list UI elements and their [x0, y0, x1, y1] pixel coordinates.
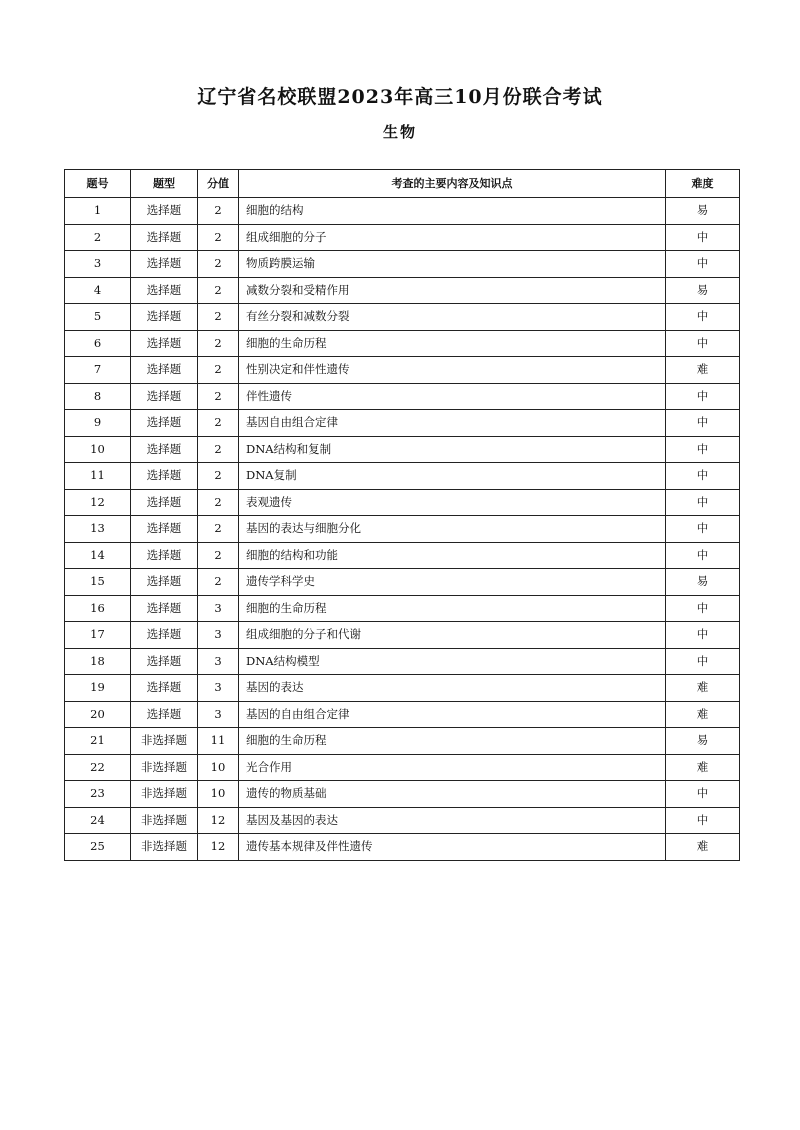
- cell-score: 3: [198, 675, 239, 702]
- cell-difficulty: 易: [666, 728, 740, 755]
- cell-question-number: 17: [65, 622, 131, 649]
- cell-difficulty: 中: [666, 595, 740, 622]
- cell-question-number: 5: [65, 304, 131, 331]
- table-row: [65, 410, 740, 437]
- cell-question-number: 14: [65, 542, 131, 569]
- cell-question-number: 1: [65, 198, 131, 225]
- table-row: [65, 251, 740, 278]
- cell-content: 性别决定和伴性遗传: [239, 357, 666, 384]
- cell-difficulty: 中: [666, 330, 740, 357]
- header-question-number: 题号: [65, 170, 131, 198]
- cell-question-type: 选择题: [131, 410, 198, 437]
- cell-question-type: 选择题: [131, 436, 198, 463]
- cell-score: 2: [198, 489, 239, 516]
- exam-analysis-table: [64, 169, 740, 861]
- cell-score: 3: [198, 595, 239, 622]
- table-row: [65, 834, 740, 861]
- cell-score: 2: [198, 410, 239, 437]
- table-row: [65, 595, 740, 622]
- cell-difficulty: 难: [666, 754, 740, 781]
- cell-question-type: 选择题: [131, 622, 198, 649]
- cell-score: 2: [198, 277, 239, 304]
- cell-question-number: 23: [65, 781, 131, 808]
- cell-score: 3: [198, 622, 239, 649]
- cell-content: 细胞的生命历程: [239, 728, 666, 755]
- cell-question-number: 19: [65, 675, 131, 702]
- cell-question-number: 25: [65, 834, 131, 861]
- cell-score: 2: [198, 569, 239, 596]
- table-body: [65, 198, 740, 861]
- cell-question-number: 13: [65, 516, 131, 543]
- table-row: [65, 357, 740, 384]
- cell-difficulty: 中: [666, 383, 740, 410]
- subject-title: 生物: [382, 123, 417, 141]
- cell-score: 2: [198, 251, 239, 278]
- cell-score: 12: [198, 834, 239, 861]
- table-row: [65, 277, 740, 304]
- table-row: [65, 330, 740, 357]
- cell-question-number: 24: [65, 807, 131, 834]
- cell-question-number: 11: [65, 463, 131, 490]
- cell-content: 基因的表达与细胞分化: [239, 516, 666, 543]
- cell-difficulty: 难: [666, 701, 740, 728]
- cell-content: 基因的表达: [239, 675, 666, 702]
- cell-question-number: 7: [65, 357, 131, 384]
- cell-score: 10: [198, 754, 239, 781]
- cell-question-type: 非选择题: [131, 754, 198, 781]
- cell-question-type: 非选择题: [131, 781, 198, 808]
- cell-question-type: 选择题: [131, 224, 198, 251]
- cell-difficulty: 中: [666, 251, 740, 278]
- cell-question-type: 选择题: [131, 383, 198, 410]
- cell-content: 有丝分裂和减数分裂: [239, 304, 666, 331]
- cell-question-type: 选择题: [131, 304, 198, 331]
- cell-question-number: 3: [65, 251, 131, 278]
- cell-question-type: 选择题: [131, 542, 198, 569]
- cell-score: 2: [198, 542, 239, 569]
- cell-difficulty: 易: [666, 569, 740, 596]
- table-header-row: [65, 170, 740, 198]
- cell-score: 3: [198, 701, 239, 728]
- cell-content: 细胞的生命历程: [239, 595, 666, 622]
- table-row: [65, 675, 740, 702]
- header-question-type: 题型: [131, 170, 198, 198]
- cell-question-number: 2: [65, 224, 131, 251]
- cell-content: 遗传基本规律及伴性遗传: [239, 834, 666, 861]
- cell-question-type: 选择题: [131, 357, 198, 384]
- cell-content: 组成细胞的分子和代谢: [239, 622, 666, 649]
- cell-difficulty: 易: [666, 277, 740, 304]
- cell-score: 2: [198, 330, 239, 357]
- cell-difficulty: 中: [666, 516, 740, 543]
- cell-question-number: 8: [65, 383, 131, 410]
- cell-question-type: 非选择题: [131, 834, 198, 861]
- cell-difficulty: 中: [666, 781, 740, 808]
- cell-question-type: 选择题: [131, 198, 198, 225]
- cell-difficulty: 中: [666, 410, 740, 437]
- table-row: [65, 489, 740, 516]
- cell-content: 物质跨膜运输: [239, 251, 666, 278]
- cell-question-number: 21: [65, 728, 131, 755]
- cell-content: 伴性遗传: [239, 383, 666, 410]
- cell-score: 2: [198, 463, 239, 490]
- table-row: [65, 622, 740, 649]
- cell-score: 2: [198, 357, 239, 384]
- cell-content: 基因的自由组合定律: [239, 701, 666, 728]
- cell-content: 基因及基因的表达: [239, 807, 666, 834]
- cell-score: 10: [198, 781, 239, 808]
- cell-difficulty: 难: [666, 675, 740, 702]
- cell-score: 2: [198, 436, 239, 463]
- page-title: 辽宁省名校联盟2023年高三10月份联合考试: [197, 86, 603, 108]
- table-row: [65, 463, 740, 490]
- table-row: [65, 569, 740, 596]
- table-row: [65, 807, 740, 834]
- header-score: 分值: [198, 170, 239, 198]
- cell-difficulty: 中: [666, 648, 740, 675]
- cell-question-type: 选择题: [131, 595, 198, 622]
- table-row: [65, 436, 740, 463]
- cell-question-type: 选择题: [131, 648, 198, 675]
- cell-score: 12: [198, 807, 239, 834]
- cell-content: 表观遗传: [239, 489, 666, 516]
- table-row: [65, 224, 740, 251]
- cell-score: 2: [198, 224, 239, 251]
- table-row: [65, 781, 740, 808]
- header-difficulty: 难度: [666, 170, 740, 198]
- cell-question-type: 选择题: [131, 701, 198, 728]
- cell-difficulty: 中: [666, 542, 740, 569]
- header-content: 考查的主要内容及知识点: [239, 170, 666, 198]
- cell-difficulty: 易: [666, 198, 740, 225]
- table-row: [65, 516, 740, 543]
- table-row: [65, 383, 740, 410]
- cell-difficulty: 中: [666, 463, 740, 490]
- cell-question-type: 选择题: [131, 516, 198, 543]
- cell-question-type: 非选择题: [131, 807, 198, 834]
- cell-question-number: 22: [65, 754, 131, 781]
- table-row: [65, 701, 740, 728]
- cell-question-type: 选择题: [131, 330, 198, 357]
- cell-score: 2: [198, 198, 239, 225]
- cell-content: 细胞的结构和功能: [239, 542, 666, 569]
- cell-difficulty: 难: [666, 834, 740, 861]
- cell-content: 遗传的物质基础: [239, 781, 666, 808]
- cell-question-number: 15: [65, 569, 131, 596]
- cell-question-type: 选择题: [131, 675, 198, 702]
- cell-score: 2: [198, 304, 239, 331]
- table-row: [65, 198, 740, 225]
- table-row: [65, 728, 740, 755]
- cell-difficulty: 中: [666, 489, 740, 516]
- cell-difficulty: 中: [666, 436, 740, 463]
- cell-difficulty: 难: [666, 357, 740, 384]
- cell-question-number: 16: [65, 595, 131, 622]
- cell-content: 组成细胞的分子: [239, 224, 666, 251]
- table-row: [65, 542, 740, 569]
- cell-content: DNA结构和复制: [239, 436, 666, 463]
- table-row: [65, 304, 740, 331]
- cell-difficulty: 中: [666, 622, 740, 649]
- cell-question-type: 选择题: [131, 489, 198, 516]
- cell-score: 2: [198, 383, 239, 410]
- cell-content: 遗传学科学史: [239, 569, 666, 596]
- cell-score: 3: [198, 648, 239, 675]
- cell-question-number: 4: [65, 277, 131, 304]
- cell-content: 减数分裂和受精作用: [239, 277, 666, 304]
- cell-content: DNA结构模型: [239, 648, 666, 675]
- cell-difficulty: 中: [666, 224, 740, 251]
- cell-question-number: 6: [65, 330, 131, 357]
- cell-content: DNA复制: [239, 463, 666, 490]
- cell-question-number: 12: [65, 489, 131, 516]
- cell-question-type: 非选择题: [131, 728, 198, 755]
- cell-score: 2: [198, 516, 239, 543]
- cell-question-type: 选择题: [131, 569, 198, 596]
- cell-question-number: 10: [65, 436, 131, 463]
- cell-content: 细胞的结构: [239, 198, 666, 225]
- cell-content: 光合作用: [239, 754, 666, 781]
- cell-difficulty: 中: [666, 304, 740, 331]
- cell-question-number: 18: [65, 648, 131, 675]
- table-row: [65, 648, 740, 675]
- cell-question-type: 选择题: [131, 463, 198, 490]
- cell-content: 基因自由组合定律: [239, 410, 666, 437]
- cell-question-type: 选择题: [131, 277, 198, 304]
- cell-question-number: 20: [65, 701, 131, 728]
- cell-content: 细胞的生命历程: [239, 330, 666, 357]
- cell-score: 11: [198, 728, 239, 755]
- cell-difficulty: 中: [666, 807, 740, 834]
- cell-question-type: 选择题: [131, 251, 198, 278]
- cell-question-number: 9: [65, 410, 131, 437]
- table-row: [65, 754, 740, 781]
